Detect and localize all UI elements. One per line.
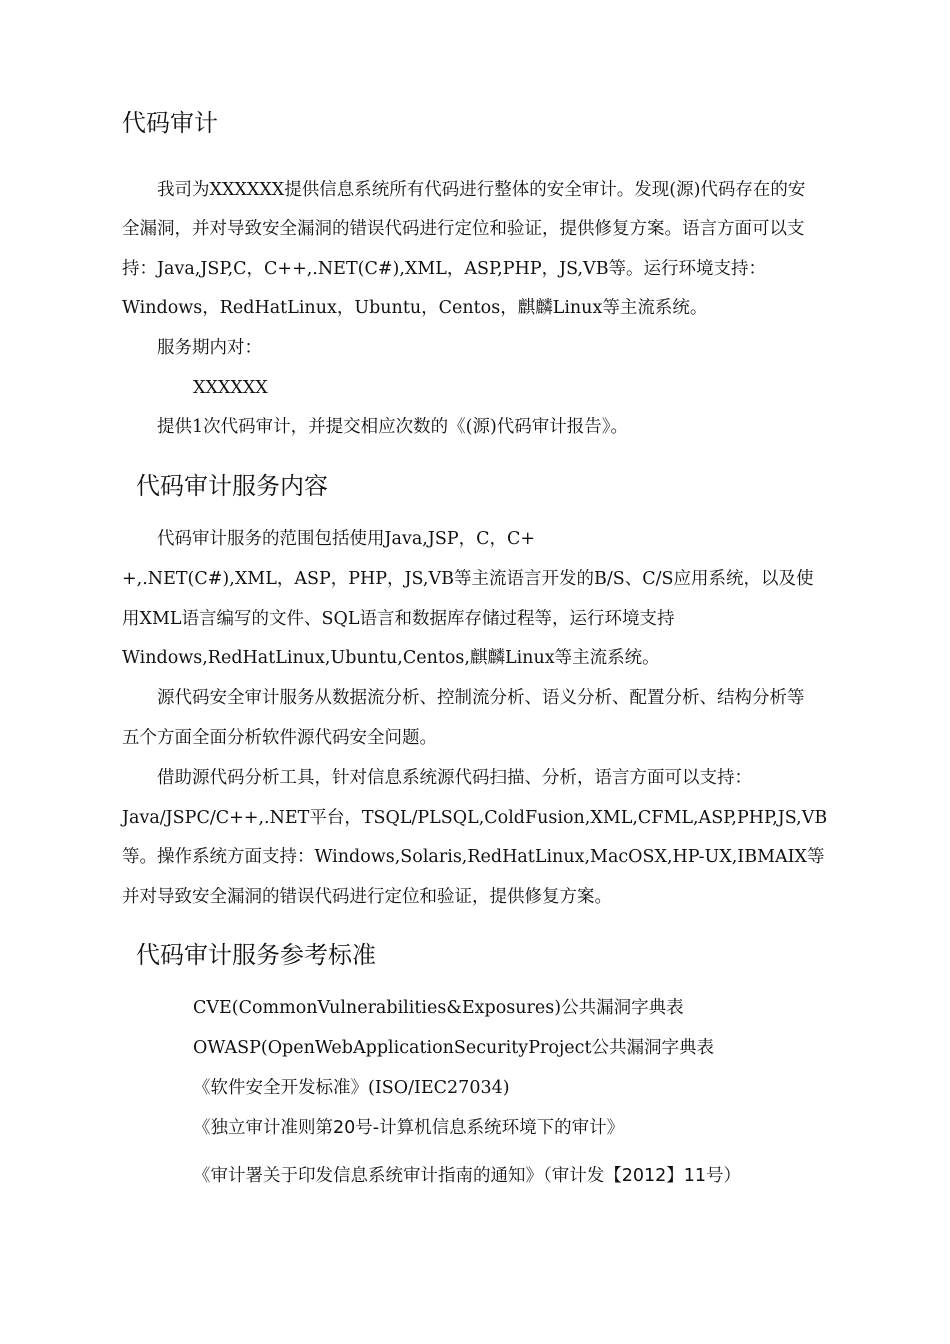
section-heading-code-audit: 代码审计 — [122, 109, 218, 137]
paragraph-line: Windows，RedHatLinux，Ubuntu，Centos，麒麟Linux等主流系统。 — [122, 298, 708, 318]
service-period-label: 服务期内对： — [157, 338, 262, 358]
section-heading-service-content: 代码审计服务内容 — [136, 472, 328, 500]
standard-item: 《软件安全开发标准》(ISO/IEC27034) — [193, 1078, 510, 1098]
paragraph-line: 代码审计服务的范围包括使用Java,JSP，C，C+ — [157, 529, 536, 549]
client-name: XXXXXX — [193, 378, 268, 398]
paragraph-line: 持：Java,JSP,C，C++,.NET(C#),XML，ASP,PHP，JS,VB等。运行环境支持： — [122, 259, 767, 279]
standard-item: 《独立审计准则第20号-计算机信息系统环境下的审计》 — [193, 1118, 625, 1138]
paragraph-line: 等。操作系统方面支持：Windows,Solaris,RedHatLinux,MacOSX,HP-UX,IBMAIX等 — [122, 847, 825, 867]
standard-item: 《审计署关于印发信息系统审计指南的通知》（审计发【2012】11号） — [193, 1166, 742, 1186]
paragraph-line: +,.NET(C#),XML，ASP，PHP，JS,VB等主流语言开发的B/S、C/S应用系统，以及使 — [122, 569, 814, 589]
paragraph-line: 我司为XXXXXX提供信息系统所有代码进行整体的安全审计。发现(源)代码存在的安 — [157, 180, 806, 200]
paragraph-line: Windows,RedHatLinux,Ubuntu,Centos,麒麟Linux等主流系统。 — [122, 648, 660, 668]
section-heading-reference-standards: 代码审计服务参考标准 — [136, 941, 376, 969]
paragraph-line: 并对导致安全漏洞的错误代码进行定位和验证，提供修复方案。 — [122, 887, 612, 907]
standard-item: OWASP(OpenWebApplicationSecurityProject公共漏洞字典表 — [193, 1038, 714, 1058]
provide-line: 提供1次代码审计，并提交相应次数的《(源)代码审计报告》。 — [157, 417, 629, 437]
paragraph-line: 源代码安全审计服务从数据流分析、控制流分析、语义分析、配置分析、结构分析等 — [157, 688, 805, 708]
paragraph-line: 用XML语言编写的文件、SQL语言和数据库存储过程等，运行环境支持 — [122, 609, 675, 629]
paragraph-line: 借助源代码分析工具，针对信息系统源代码扫描、分析，语言方面可以支持： — [157, 768, 752, 788]
paragraph-line: 全漏洞，并对导致安全漏洞的错误代码进行定位和验证，提供修复方案。语言方面可以支 — [122, 219, 805, 239]
paragraph-line: 五个方面全面分析软件源代码安全问题。 — [122, 728, 437, 748]
paragraph-line: Java/JSPC/C++,.NET平台，TSQL/PLSQL,ColdFusion,XML,CFML,ASP,PHP,JS,VB — [122, 808, 828, 828]
standard-item: CVE(CommonVulnerabilities&Exposures)公共漏洞字典表 — [193, 998, 684, 1018]
